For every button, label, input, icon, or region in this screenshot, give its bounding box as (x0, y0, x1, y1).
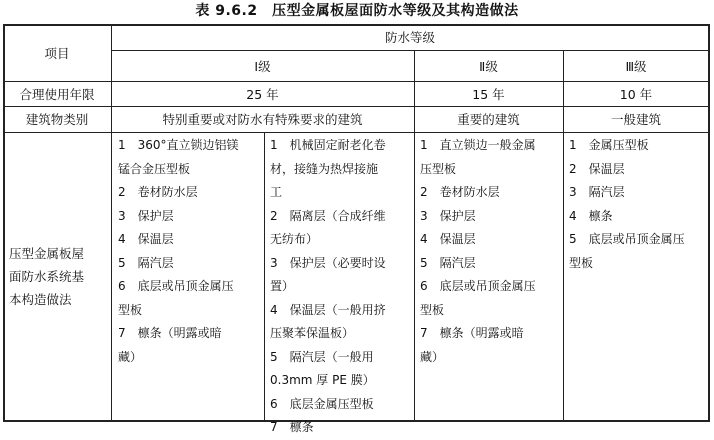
construction-line: 4 檩条 (569, 208, 613, 223)
construction-line: 2 卷材防水层 (118, 185, 198, 199)
construction-line: 6 底层或吊顶金属压 (118, 279, 234, 293)
construction-line: 3 隔汽层 (569, 185, 625, 199)
construction-line: 无纺布） (270, 232, 319, 246)
grade1-inner-divider (264, 132, 265, 422)
construction-line: 5 隔汽层 (420, 255, 476, 270)
construction-line: 3 保护层 (118, 208, 174, 223)
building-type-grade3: 一般建筑 (610, 112, 661, 127)
construction-line: 锰合金压型板 (118, 161, 191, 176)
construction-label-line: 本构造做法 (9, 292, 72, 307)
construction-line: 型板 (420, 302, 445, 317)
construction-line: 7 檩条（明露或暗 (420, 326, 524, 340)
header-waterproof-grade: 防水等级 (384, 30, 435, 45)
construction-line: 材，接缝为热焊接施 (270, 161, 379, 176)
service-life-label: 合理使用年限 (19, 86, 95, 102)
construction-line: 4 保温层 (420, 232, 476, 246)
construction-line: 藏） (420, 349, 445, 364)
construction-grade3 (569, 134, 707, 275)
construction-line: 2 卷材防水层 (420, 185, 500, 199)
construction-grade1-option-a (118, 134, 263, 369)
header-grade1: Ⅰ级 (254, 58, 271, 74)
construction-line: 2 保温层 (569, 161, 625, 176)
construction-line: 压聚苯保温板） (270, 326, 355, 340)
service-life-grade1: 25 年 (246, 86, 279, 102)
construction-line: 置） (270, 279, 295, 293)
building-type-grade2: 重要的建筑 (457, 112, 520, 127)
construction-label (9, 242, 109, 311)
construction-line: 2 隔离层（合成纤维 (270, 208, 386, 223)
construction-line: 4 保温层（一般用挤 (270, 302, 386, 317)
table-title: 表 9.6.2 压型金属板屋面防水等级及其构造做法 (195, 3, 519, 19)
building-type-grade1: 特别重要或对防水有特殊要求的建筑 (162, 112, 363, 127)
construction-line: 3 保护层 (420, 208, 476, 223)
construction-label-line: 面防水系统基 (9, 269, 85, 284)
construction-line: 5 隔汽层 (118, 255, 174, 270)
construction-line: 型板 (569, 255, 594, 270)
construction-line: 型板 (118, 302, 143, 317)
construction-line: 4 保温层 (118, 232, 174, 246)
construction-line: 1 金属压型板 (569, 138, 649, 152)
building-type-bottom-line (3, 132, 710, 133)
service-life-grade2: 15 年 (472, 86, 505, 102)
construction-line: 压型板 (420, 161, 457, 176)
construction-line: 1 机械固定耐老化卷 (270, 138, 386, 152)
header-grade2: Ⅱ级 (479, 58, 498, 74)
construction-line: 6 底层金属压型板 (270, 396, 374, 411)
construction-line: 6 底层或吊顶金属压 (420, 279, 536, 293)
construction-line: 3 保护层（必要时设 (270, 255, 386, 270)
construction-line: 工 (270, 185, 283, 199)
waterproof-grade-table (3, 24, 710, 434)
construction-line: 7 檩条 (270, 420, 314, 434)
construction-line: 7 檩条（明露或暗 (118, 326, 222, 340)
construction-grade2 (420, 134, 562, 369)
construction-line: 0.3mm 厚 PE 膜） (270, 373, 375, 387)
header-item: 项目 (44, 45, 70, 61)
construction-label-line: 压型金属板屋 (9, 246, 85, 261)
construction-line: 1 360°直立锁边铝镁 (118, 138, 239, 152)
header-grade3: Ⅲ级 (625, 58, 647, 74)
service-life-grade3: 10 年 (619, 86, 653, 102)
building-type-label: 建筑物类别 (25, 112, 89, 127)
construction-line: 1 直立锁边一般金属 (420, 138, 536, 152)
construction-line: 5 底层或吊顶金属压 (569, 232, 685, 246)
construction-grade1-option-b (270, 134, 413, 440)
construction-line: 5 隔汽层（一般用 (270, 349, 374, 364)
construction-line: 藏） (118, 349, 143, 364)
